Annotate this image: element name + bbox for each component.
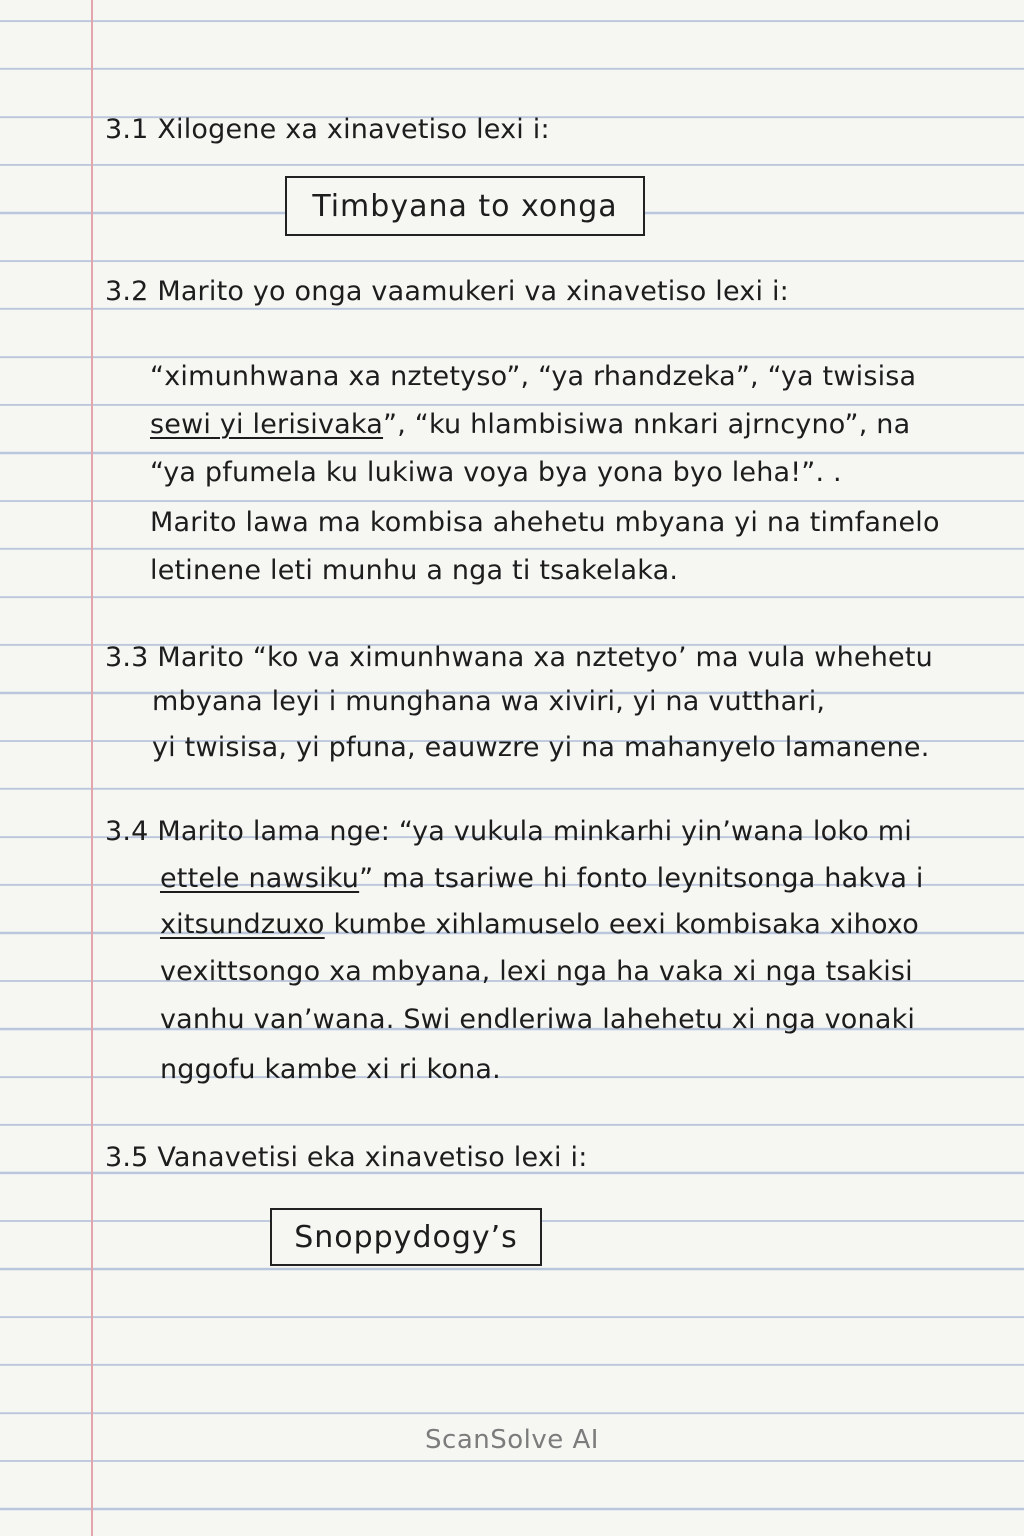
answer-3-3-line-3: yi twisisa, yi pfuna, eauwzre yi na mahanyelo lamanene. <box>152 732 930 763</box>
answer-3-3-line-2: mbyana leyi i munghana wa xiviri, yi na vutthari, <box>152 686 826 717</box>
answer-3-5: Snoppydogy’s <box>294 1219 518 1255</box>
answer-3-4-line-5: vanhu van’wana. Swi endleriwa lahehetu xi nga vonaki <box>160 1004 916 1035</box>
underlined-phrase-3-4-a: ettele nawsiku <box>160 863 360 894</box>
heading-3-2: 3.2 Marito yo onga vaamukeri va xinavetiso lexi i: <box>105 276 789 307</box>
answer-3-2-line-1: “ximunhwana xa nztetyso”, “ya rhandzeka”, “ya twisisa <box>150 361 917 392</box>
answer-3-4-line-3 <box>160 910 919 940</box>
underlined-phrase-3-4-b: xitsundzuxo <box>160 909 325 940</box>
answer-3-2-line-2-rest: ”, “ku hlambisiwa nnkari ajrncyno”, na <box>383 409 911 440</box>
answer-3-4-line-6: nggofu kambe xi ri kona. <box>160 1054 501 1085</box>
answer-3-4-line-1: 3.4 Marito lama nge: “ya vukula minkarhi yin’wana loko mi <box>105 816 912 847</box>
answer-box-3-5 <box>270 1208 542 1266</box>
underlined-phrase-3-2: sewi yi lerisivaka <box>150 409 384 440</box>
answer-3-1: Timbyana to xonga <box>312 188 618 224</box>
answer-3-2-line-3: “ya pfumela ku lukiwa voya bya yona byo leha!”. . <box>150 457 842 488</box>
answer-3-2-line-4: Marito lawa ma kombisa ahehetu mbyana yi na timfanelo <box>150 507 940 538</box>
heading-3-5: 3.5 Vanavetisi eka xinavetiso lexi i: <box>105 1142 588 1173</box>
notebook-margin-line <box>91 0 93 1536</box>
answer-3-2-line-5: letinene leti munhu a nga ti tsakelaka. <box>150 555 679 586</box>
heading-3-1: 3.1 Xilogene xa xinavetiso lexi i: <box>105 114 550 145</box>
answer-3-4-line-3-rest: kumbe xihlamuselo eexi kombisaka xihoxo <box>324 909 919 940</box>
footer-watermark: ScanSolve AI <box>425 1425 599 1455</box>
answer-3-4-line-2 <box>160 864 924 894</box>
answer-3-3-line-1: 3.3 Marito “ko va ximunhwana xa nztetyo’ ma vula whehetu <box>105 642 933 673</box>
answer-3-4-line-4: vexittsongo xa mbyana, lexi nga ha vaka xi nga tsakisi <box>160 956 913 987</box>
answer-box-3-1 <box>285 176 645 236</box>
answer-3-4-line-2-rest: ” ma tsariwe hi fonto leynitsonga hakva i <box>359 863 924 894</box>
answer-3-2-line-2 <box>150 410 910 440</box>
